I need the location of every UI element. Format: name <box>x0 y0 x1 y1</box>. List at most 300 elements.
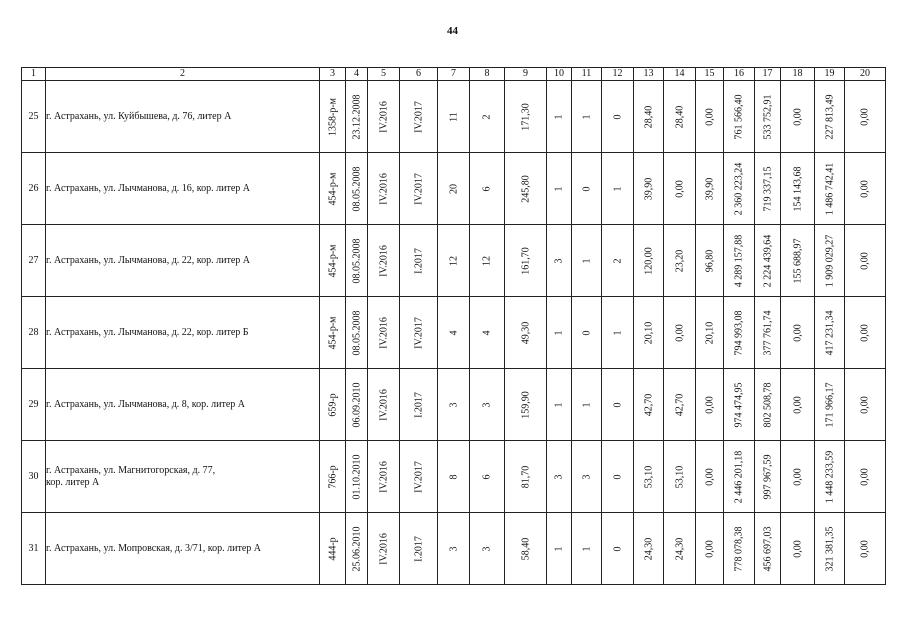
column-header-11: 11 <box>572 68 602 81</box>
cell-value: 24,30 <box>674 537 685 560</box>
cell-col-14 <box>664 81 696 153</box>
cell-value: 6 <box>481 186 493 191</box>
cell-value: 0,00 <box>704 539 715 558</box>
column-header-14: 14 <box>664 68 696 81</box>
cell-value: 8 <box>448 474 459 479</box>
cell-col-9 <box>505 225 547 297</box>
cell-value: 659-р <box>327 392 338 417</box>
cell-value: 0,00 <box>792 107 803 126</box>
cell-value: 42,70 <box>674 393 685 416</box>
column-header-12: 12 <box>602 68 634 81</box>
cell-value: 0,00 <box>859 395 871 414</box>
address-cell <box>46 441 320 513</box>
cell-col-8 <box>470 297 505 369</box>
cell-col-16 <box>724 441 755 513</box>
cell-value: 444-р <box>327 536 338 561</box>
column-header-9: 9 <box>505 68 547 81</box>
cell-value: 2 <box>481 114 493 119</box>
cell-value: 3 <box>553 258 565 263</box>
cell-value: 12 <box>448 255 459 266</box>
cell-col-10 <box>547 441 572 513</box>
cell-col-13 <box>634 81 664 153</box>
cell-col-20 <box>845 441 886 513</box>
table-row <box>22 369 886 441</box>
cell-col-14 <box>664 225 696 297</box>
cell-value: 01.10.2010 <box>351 454 362 499</box>
column-header-7: 7 <box>438 68 470 81</box>
cell-value: 454-р-м <box>327 316 338 349</box>
cell-col-12 <box>602 153 634 225</box>
cell-value: 96,80 <box>704 249 715 272</box>
cell-col-13 <box>634 297 664 369</box>
cell-value: 49,30 <box>520 321 531 344</box>
resettlement-table <box>21 67 886 585</box>
cell-value: 1 <box>612 330 623 335</box>
cell-value: 778 078,38 <box>733 526 745 571</box>
cell-col-12 <box>602 81 634 153</box>
cell-value: 20,10 <box>704 321 715 344</box>
cell-value: 39,90 <box>704 177 715 200</box>
cell-col-13 <box>634 153 664 225</box>
cell-col-6 <box>400 225 438 297</box>
cell-value: 2 446 201,18 <box>733 450 745 503</box>
cell-col-3 <box>320 513 346 585</box>
cell-value: 1 <box>581 402 592 407</box>
cell-value: 28,40 <box>674 105 685 128</box>
cell-col-11 <box>572 441 602 513</box>
row-number: 27 <box>22 225 46 297</box>
cell-col-17 <box>755 153 781 225</box>
cell-col-15 <box>696 297 724 369</box>
cell-col-17 <box>755 297 781 369</box>
address-cell <box>46 513 320 585</box>
cell-col-3 <box>320 369 346 441</box>
cell-col-18 <box>781 225 815 297</box>
cell-value: 3 <box>448 402 459 407</box>
column-header-1: 1 <box>22 68 46 81</box>
cell-value: 997 967,59 <box>762 454 773 499</box>
cell-col-15 <box>696 513 724 585</box>
cell-value: IV.2016 <box>378 316 389 349</box>
cell-value: I.2017 <box>413 535 424 562</box>
row-number: 30 <box>22 441 46 513</box>
cell-col-10 <box>547 297 572 369</box>
cell-col-14 <box>664 297 696 369</box>
cell-value: IV.2016 <box>378 100 389 133</box>
cell-col-5 <box>368 441 400 513</box>
cell-col-17 <box>755 81 781 153</box>
cell-col-15 <box>696 225 724 297</box>
cell-value: IV.2016 <box>378 244 389 277</box>
cell-col-13 <box>634 441 664 513</box>
column-header-10: 10 <box>547 68 572 81</box>
cell-value: 23,20 <box>674 249 685 272</box>
cell-col-17 <box>755 225 781 297</box>
column-header-15: 15 <box>696 68 724 81</box>
cell-col-3 <box>320 81 346 153</box>
cell-col-16 <box>724 153 755 225</box>
cell-value: 53,10 <box>674 465 685 488</box>
table-row <box>22 441 886 513</box>
cell-value: 0,00 <box>792 467 803 486</box>
cell-col-3 <box>320 153 346 225</box>
cell-col-15 <box>696 369 724 441</box>
cell-col-16 <box>724 513 755 585</box>
cell-value: 321 381,35 <box>824 526 835 571</box>
cell-value: 08.05.2008 <box>351 166 362 211</box>
cell-value: 3 <box>553 474 565 479</box>
cell-value: 81,70 <box>520 465 531 488</box>
cell-value: 171 966,17 <box>824 382 835 427</box>
cell-col-15 <box>696 81 724 153</box>
cell-value: 227 813,49 <box>824 94 835 139</box>
table-row <box>22 153 886 225</box>
cell-value: 159,90 <box>520 390 531 419</box>
cell-value: 0 <box>612 474 623 479</box>
address-text: г. Астрахань, ул. Магнитогорская, д. 77, <box>46 464 216 476</box>
cell-col-7 <box>438 369 470 441</box>
cell-col-4 <box>346 153 368 225</box>
column-header-4: 4 <box>346 68 368 81</box>
cell-col-14 <box>664 153 696 225</box>
cell-col-5 <box>368 369 400 441</box>
cell-value: 23.12.2008 <box>351 94 362 139</box>
row-number: 29 <box>22 369 46 441</box>
cell-col-3 <box>320 441 346 513</box>
cell-value: 24,30 <box>643 537 654 560</box>
cell-value: 4 <box>448 330 459 335</box>
cell-value: 3 <box>481 402 493 407</box>
cell-col-7 <box>438 297 470 369</box>
cell-value: 1 <box>553 402 565 407</box>
page-number: 44 <box>447 25 458 37</box>
cell-col-18 <box>781 297 815 369</box>
cell-col-9 <box>505 81 547 153</box>
cell-value: 2 360 223,24 <box>733 162 745 215</box>
cell-value: 161,70 <box>520 246 531 275</box>
cell-col-6 <box>400 297 438 369</box>
cell-value: 171,30 <box>520 102 531 131</box>
cell-value: 0,00 <box>674 179 685 198</box>
cell-value: 0,00 <box>859 251 871 270</box>
cell-value: 1 <box>581 258 592 263</box>
address-text-cont: кор. литер А <box>46 476 100 488</box>
cell-col-19 <box>815 297 845 369</box>
cell-value: 25.06.2010 <box>351 526 362 571</box>
cell-col-18 <box>781 81 815 153</box>
cell-value: 3 <box>448 546 459 551</box>
cell-col-11 <box>572 225 602 297</box>
cell-col-12 <box>602 297 634 369</box>
cell-value: I.2017 <box>413 391 424 418</box>
cell-col-7 <box>438 225 470 297</box>
cell-value: 06.09.2010 <box>351 382 362 427</box>
cell-value: 0,00 <box>704 395 715 414</box>
cell-col-17 <box>755 441 781 513</box>
cell-col-7 <box>438 81 470 153</box>
cell-col-8 <box>470 513 505 585</box>
cell-value: 1 909 029,27 <box>824 234 835 287</box>
address-cell <box>46 369 320 441</box>
row-number: 31 <box>22 513 46 585</box>
cell-col-8 <box>470 225 505 297</box>
cell-value: IV.2016 <box>378 460 389 493</box>
cell-value: 58,40 <box>520 537 531 560</box>
cell-value: 0,00 <box>674 323 685 342</box>
cell-value: 53,10 <box>643 465 654 488</box>
cell-col-18 <box>781 513 815 585</box>
address-cell <box>46 153 320 225</box>
cell-value: 120,00 <box>643 246 654 275</box>
table-row <box>22 81 886 153</box>
cell-value: 794 993,08 <box>733 310 745 355</box>
cell-col-4 <box>346 513 368 585</box>
column-header-18: 18 <box>781 68 815 81</box>
cell-value: 0 <box>612 546 623 551</box>
cell-value: 417 231,34 <box>824 310 835 355</box>
cell-value: 11 <box>448 111 459 122</box>
table-row <box>22 225 886 297</box>
cell-value: 12 <box>481 255 493 266</box>
cell-value: 2 <box>612 258 623 263</box>
column-header-5: 5 <box>368 68 400 81</box>
cell-value: 766-р <box>327 464 338 489</box>
column-header-8: 8 <box>470 68 505 81</box>
cell-value: 20 <box>448 183 459 194</box>
cell-value: 1 448 233,59 <box>824 450 835 503</box>
cell-col-16 <box>724 225 755 297</box>
cell-col-6 <box>400 369 438 441</box>
cell-col-14 <box>664 513 696 585</box>
cell-col-15 <box>696 153 724 225</box>
cell-col-12 <box>602 513 634 585</box>
cell-col-9 <box>505 297 547 369</box>
cell-value: 454-р-м <box>327 172 338 205</box>
cell-value: 1 <box>553 114 565 119</box>
cell-col-10 <box>547 225 572 297</box>
cell-col-20 <box>845 297 886 369</box>
column-header-13: 13 <box>634 68 664 81</box>
cell-col-4 <box>346 81 368 153</box>
cell-col-19 <box>815 225 845 297</box>
cell-value: 1 486 742,41 <box>824 162 835 215</box>
cell-col-10 <box>547 369 572 441</box>
cell-col-20 <box>845 513 886 585</box>
cell-col-19 <box>815 441 845 513</box>
cell-value: 0,00 <box>704 107 715 126</box>
cell-value: I.2017 <box>413 247 424 274</box>
cell-value: 1 <box>553 330 565 335</box>
cell-col-7 <box>438 513 470 585</box>
cell-col-19 <box>815 153 845 225</box>
cell-value: 4 289 157,88 <box>733 234 745 287</box>
cell-col-8 <box>470 441 505 513</box>
column-header-19: 19 <box>815 68 845 81</box>
cell-col-5 <box>368 153 400 225</box>
cell-value: 0,00 <box>792 539 803 558</box>
cell-col-5 <box>368 81 400 153</box>
cell-value: IV.2016 <box>378 388 389 421</box>
cell-value: 802 508,78 <box>762 382 773 427</box>
cell-value: 0,00 <box>792 395 803 414</box>
address-cell <box>46 225 320 297</box>
address-text: г. Астрахань, ул. Лычманова, д. 16, кор. литер А <box>46 182 251 194</box>
cell-col-16 <box>724 297 755 369</box>
column-header-6: 6 <box>400 68 438 81</box>
cell-col-19 <box>815 81 845 153</box>
cell-col-11 <box>572 369 602 441</box>
cell-col-8 <box>470 153 505 225</box>
row-number: 26 <box>22 153 46 225</box>
cell-value: 0,00 <box>792 323 803 342</box>
cell-col-9 <box>505 153 547 225</box>
cell-value: 3 <box>581 474 592 479</box>
cell-value: 719 337,15 <box>762 166 773 211</box>
cell-col-13 <box>634 369 664 441</box>
cell-value: 533 752,91 <box>762 94 773 139</box>
address-cell <box>46 297 320 369</box>
cell-col-8 <box>470 369 505 441</box>
cell-col-20 <box>845 153 886 225</box>
cell-value: 2 224 439,64 <box>762 234 773 287</box>
cell-value: 08.05.2008 <box>351 238 362 283</box>
cell-value: 0 <box>581 186 592 191</box>
cell-col-18 <box>781 441 815 513</box>
cell-col-11 <box>572 513 602 585</box>
cell-col-12 <box>602 225 634 297</box>
cell-col-20 <box>845 225 886 297</box>
cell-value: 08.05.2008 <box>351 310 362 355</box>
cell-col-12 <box>602 441 634 513</box>
header-row <box>22 68 886 81</box>
cell-col-20 <box>845 81 886 153</box>
cell-value: 0 <box>581 330 592 335</box>
cell-col-7 <box>438 441 470 513</box>
cell-value: 0,00 <box>859 467 871 486</box>
cell-col-9 <box>505 513 547 585</box>
address-text: г. Астрахань, ул. Мопровская, д. 3/71, кор. литер А <box>46 542 262 554</box>
cell-col-6 <box>400 441 438 513</box>
column-header-2: 2 <box>46 68 320 81</box>
cell-value: 0,00 <box>859 539 871 558</box>
cell-value: IV.2017 <box>413 100 424 133</box>
cell-value: 1 <box>581 114 592 119</box>
cell-value: 1358-р-м <box>327 97 338 136</box>
cell-col-12 <box>602 369 634 441</box>
cell-value: 377 761,74 <box>762 310 773 355</box>
cell-value: IV.2016 <box>378 172 389 205</box>
cell-col-10 <box>547 81 572 153</box>
cell-value: 1 <box>553 546 565 551</box>
column-header-3: 3 <box>320 68 346 81</box>
cell-col-14 <box>664 441 696 513</box>
cell-col-17 <box>755 369 781 441</box>
address-text: г. Астрахань, ул. Куйбышева, д. 76, литер А <box>46 110 232 122</box>
cell-value: IV.2017 <box>413 172 424 205</box>
cell-value: 0 <box>612 402 623 407</box>
cell-col-9 <box>505 369 547 441</box>
cell-col-7 <box>438 153 470 225</box>
row-number: 25 <box>22 81 46 153</box>
cell-col-18 <box>781 369 815 441</box>
column-header-16: 16 <box>724 68 755 81</box>
column-header-17: 17 <box>755 68 781 81</box>
cell-col-4 <box>346 297 368 369</box>
cell-value: IV.2016 <box>378 532 389 565</box>
cell-col-3 <box>320 225 346 297</box>
address-text: г. Астрахань, ул. Лычманова, д. 22, кор. литер А <box>46 254 251 266</box>
cell-value: 1 <box>581 546 592 551</box>
cell-value: 454-р-м <box>327 244 338 277</box>
cell-col-5 <box>368 513 400 585</box>
cell-value: 4 <box>481 330 493 335</box>
cell-col-15 <box>696 441 724 513</box>
cell-value: 6 <box>481 474 493 479</box>
cell-value: 20,10 <box>643 321 654 344</box>
address-cell <box>46 81 320 153</box>
cell-col-5 <box>368 225 400 297</box>
cell-value: 761 566,40 <box>733 94 745 139</box>
cell-value: 0,00 <box>704 467 715 486</box>
cell-col-10 <box>547 513 572 585</box>
cell-col-9 <box>505 441 547 513</box>
cell-col-5 <box>368 297 400 369</box>
cell-value: 1 <box>553 186 565 191</box>
cell-value: 0,00 <box>859 107 871 126</box>
cell-col-10 <box>547 153 572 225</box>
cell-value: 0,00 <box>859 323 871 342</box>
cell-col-11 <box>572 297 602 369</box>
address-text: г. Астрахань, ул. Лычманова, д. 8, кор. литер А <box>46 398 246 410</box>
cell-col-8 <box>470 81 505 153</box>
cell-col-19 <box>815 513 845 585</box>
cell-col-18 <box>781 153 815 225</box>
column-header-20: 20 <box>845 68 886 81</box>
table-row <box>22 297 886 369</box>
cell-value: 0 <box>612 114 623 119</box>
cell-value: 245,80 <box>520 174 531 203</box>
cell-col-17 <box>755 513 781 585</box>
cell-col-16 <box>724 369 755 441</box>
cell-col-11 <box>572 81 602 153</box>
cell-col-4 <box>346 441 368 513</box>
cell-col-6 <box>400 153 438 225</box>
cell-col-13 <box>634 513 664 585</box>
cell-col-6 <box>400 513 438 585</box>
address-text: г. Астрахань, ул. Лычманова, д. 22, кор. литер Б <box>46 326 249 338</box>
cell-value: 0,00 <box>859 179 871 198</box>
cell-col-20 <box>845 369 886 441</box>
cell-value: 456 697,03 <box>762 526 773 571</box>
cell-col-13 <box>634 225 664 297</box>
cell-value: 39,90 <box>643 177 654 200</box>
cell-value: 155 688,97 <box>792 238 803 283</box>
cell-value: 3 <box>481 546 493 551</box>
row-number: 28 <box>22 297 46 369</box>
cell-col-14 <box>664 369 696 441</box>
cell-value: 42,70 <box>643 393 654 416</box>
cell-value: 154 143,68 <box>792 166 803 211</box>
cell-value: IV.2017 <box>413 316 424 349</box>
cell-value: IV.2017 <box>413 460 424 493</box>
cell-col-6 <box>400 81 438 153</box>
cell-value: 28,40 <box>643 105 654 128</box>
cell-col-19 <box>815 369 845 441</box>
cell-col-3 <box>320 297 346 369</box>
cell-col-16 <box>724 81 755 153</box>
table-row <box>22 513 886 585</box>
cell-col-4 <box>346 369 368 441</box>
